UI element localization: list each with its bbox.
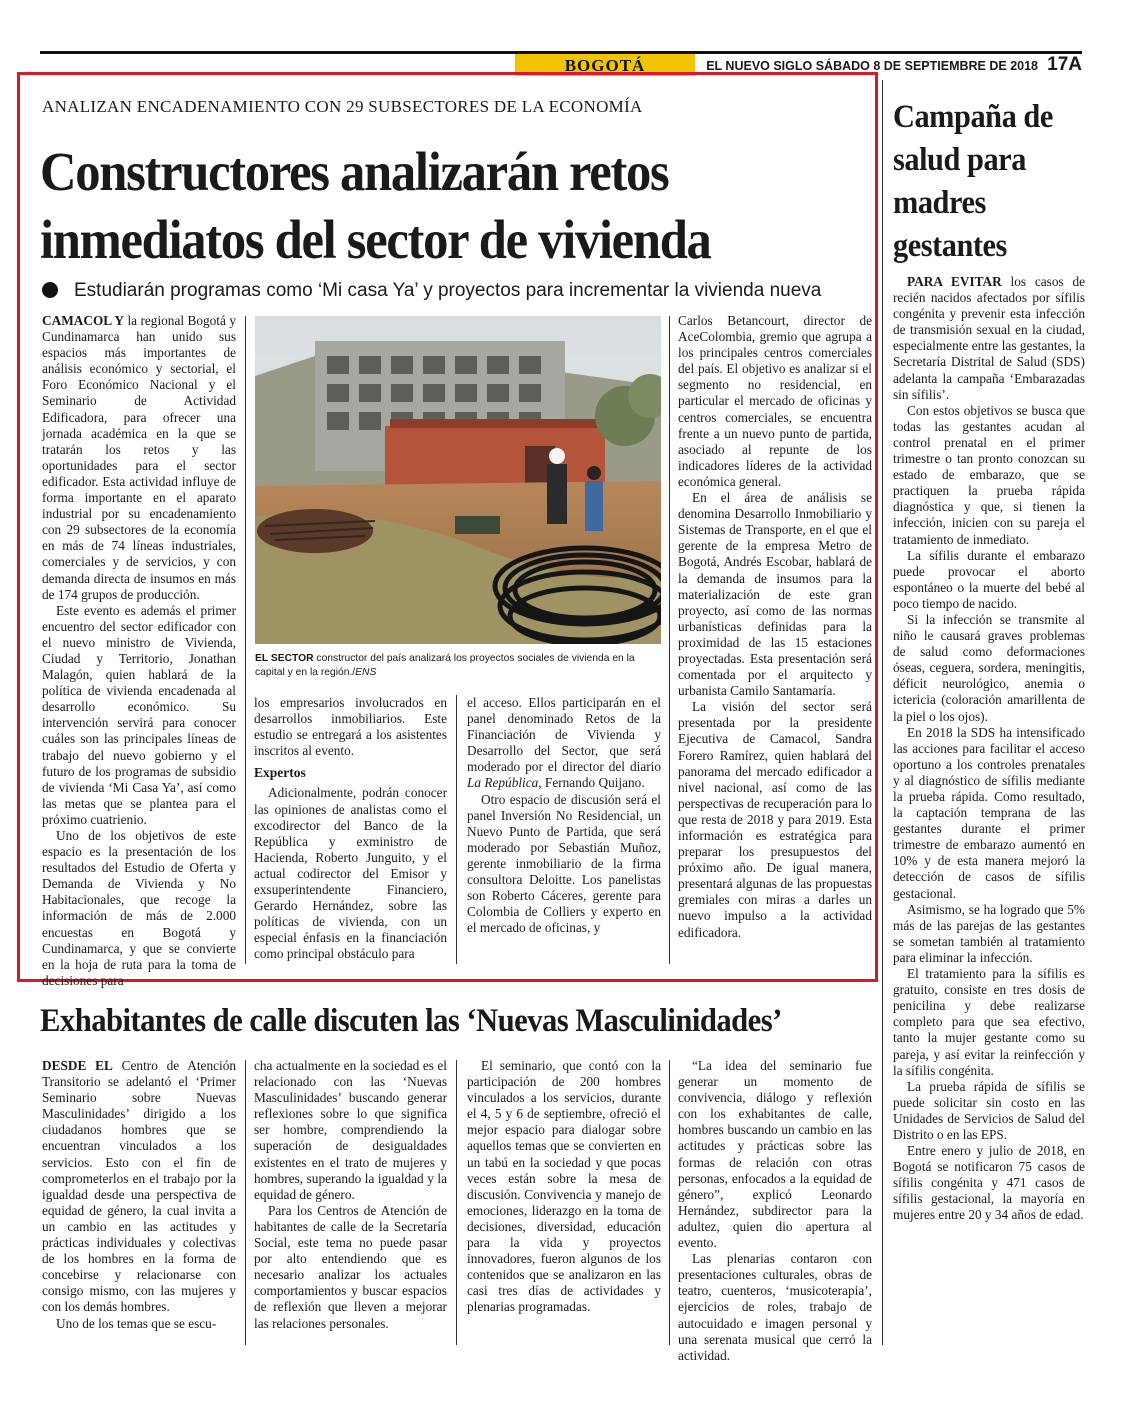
subheadline-text: Estudiarán programas como ‘Mi casa Ya’ y proyectos para incrementar la vivienda nueva (74, 280, 822, 301)
paragraph: la regional Bogotá y Cundinamarca han unido sus espacios más importantes de análisis económico y sectorial, el Foro Económico Nacional y el Seminario de Actividad Edificadora, para ofrecer una jornada académica en la que se tratarán los retos y las oportunidades para el sector edificador. Esta actividad influye de forma importante en el aparato industrial por su encadenamiento con 29 subsectores de la economía en más de 74 líneas industriales, comerciales y de servicios, y con demanda directa de insumos en más de 174 grupos de producción. (42, 313, 236, 602)
paragraph: Centro de Atención Transitorio se adelantó el ‘Primer Seminario sobre Nuevas Masculinidades’ dirigido a los ciudadanos hombres que se encuentran vinculados a los servicios. Esto con el fin de comprometerlos en el trabajo por la igualdad desde una perspectiva de equidad de género, la cual invita a un cambio en las actitudes y prácticas individuales y colectivas de los hombres en la forma de concebirse y relacionarse con consigo mismo, con las mujeres y con los demás hombres. (42, 1058, 236, 1315)
sidebar-column (893, 274, 1085, 1224)
lead-in: PARA EVITAR (907, 274, 1002, 289)
newspaper-name: La República (467, 775, 539, 791)
headline (40, 138, 804, 274)
second-column-3 (467, 1058, 661, 1316)
paragraph: La sífilis durante el embarazo puede provocar el aborto espontáneo o la muerte del bebé al poco tiempo de nacido. (893, 547, 1085, 611)
caption-text: constructor del país analizará los proyectos sociales de vivienda en la capital y en la región./ (255, 653, 635, 678)
paragraph: El seminario, que contó con la participación de 200 hombres vinculados a los servicios, durante el 4, 5 y 6 de septiembre, ofreció el mejor espacio para dialogar sobre aquellos temas que se convierten en un tabú en la sociedad y que pocas veces están sobre la mesa de discusión. Convivencia y manejo de emociones, liderazgo en la toma de decisiones, diversidad, educación para la vida y proyectos innovadores, fueron algunos de los contenidos que se analizaron en las casi tres días de actividades y plenarias programadas. (467, 1058, 661, 1315)
paragraph: Este evento es además el primer encuentro del sector edificador con el nuevo ministro de Vivienda, Ciudad y Territorio, Jonathan Malagón, quien hablará de la política de vivienda encadenada al desarrollo económico. Su intervención servirá para conocer cuáles son las principales líneas de trabajo del nuevo gobierno y el futuro de los programas de subsidio de vivienda ‘Mi Casa Ya’, así como las metas que se plantea para el próximo cuatrienio. (42, 602, 236, 827)
photo-caption (255, 652, 665, 679)
photo-credit: ENS (355, 666, 377, 678)
second-column-1 (42, 1058, 236, 1332)
paragraph: Las plenarias contaron con presentaciones culturales, obras de teatro, cuenteros, ‘musicoterapia’, ejercicios de roles, trabajo de autocuidado e imagen personal y una serenata musical que cerró la actividad. (678, 1251, 872, 1363)
paragraph: Para los Centros de Atención de habitantes de calle de la Secretaría Social, este tema no puede pasar por alto entendiendo que es necesario analizar los actuales comportamientos y buscar espacios de reflexión que lleven a mejorar las relaciones personales. (254, 1202, 447, 1331)
main-column-4 (678, 313, 872, 941)
headline-line-2: inmediatos del sector de vivienda (40, 209, 711, 270)
bullet-icon (42, 282, 58, 298)
second-column-4 (678, 1058, 872, 1364)
section-subtitle: Expertos (254, 765, 306, 781)
sidebar-title: Campaña de salud para madres gestantes (893, 99, 1053, 264)
paragraph: Asimismo, se ha logrado que 5% más de las parejas de las gestantes se sometan también al tratamiento para eliminar la infección. (893, 901, 1085, 965)
column-rule (245, 316, 246, 964)
second-headline: Exhabitantes de calle discuten las ‘Nuevas Masculinidades’ (40, 1003, 782, 1039)
column-rule (456, 1060, 457, 1345)
paragraph: los empresarios involucrados en desarrollos inmobiliarios. Este estudio se entregará a los asistentes inscritos al evento. (254, 695, 447, 759)
subheadline (42, 280, 821, 302)
kicker: ANALIZAN ENCADENAMIENTO CON 29 SUBSECTORES DE LA ECONOMÍA (42, 97, 643, 116)
column-rule (669, 1060, 670, 1345)
paragraph: Si la infección se transmite al niño le causará graves problemas de salud como deformaciones óseas, ceguera, sordera, meningitis, déficit neurológico, anemia o ictericia (coloración amarillenta de la piel o los ojos). (893, 611, 1085, 724)
column-rule (669, 316, 670, 964)
column-rule (456, 695, 457, 964)
main-column-1 (42, 313, 236, 989)
paragraph: “La idea del seminario fue generar un momento de convivencia, diálogo y reflexión con los exhabitantes de calle, hombres buscando un cambio en las actitudes y prácticas sobre las formas de relación con otras personas, enfocados a la equidad de género”, explicó Leonardo Hernández, subdirector para la adultez, quien dio apertura al evento. (678, 1058, 872, 1251)
column-rule (245, 1060, 246, 1345)
construction-photo (255, 316, 661, 644)
paragraph: Adicionalmente, podrán conocer las opiniones de analistas como el excodirector del Banco de la República y exministro de Hacienda, Roberto Junguito, y el actual codirector del Emisor y exsuperintendente Financiero, Gerardo Hernández, sobre las políticas de vivienda, con un especial énfasis en la financiación como principal obstáculo para (254, 785, 447, 962)
paragraph: Con estos objetivos se busca que todas las gestantes acudan al control prenatal en el primer trimestre o tan pronto conozcan su estado de embarazo, que se practiquen la prueba rápida diagnóstica y que, si tienen la infección, inicien con su pareja el tratamiento de inmediato. (893, 402, 1085, 547)
paragraph: En el área de análisis se denomina Desarrollo Inmobiliario y Sistemas de Transporte, en el que el gerente de la empresa Metro de Bogotá, Andrés Escobar, hablará de la demanda de insumos para la materialización de este gran proyecto, así como de las normas urbanísticas definidas para la proximidad de las 15 estaciones proyectadas. Esta presentación será comentada por el arquitecto y urbanista Camilo Santamaría. (678, 490, 872, 699)
paragraph: La visión del sector será presentada por la presidente Ejecutiva de Camacol, Sandra Forero Ramírez, quien hablará del panorama del mercado edificador a nivel nacional, así como de las perspectivas de recuperación para lo que resta de 2018 y para 2019. Esta información es estratégica para preparar los presupuestos del próximo año. De igual manera, presentará algunas de las propuestas gremiales con miras a darles un nuevo impulso a la actividad edificadora. (678, 699, 872, 940)
paragraph: Entre enero y julio de 2018, en Bogotá se notificaron 75 casos de sífilis congénita y 471 casos de sífilis gestacional, la mayoría en mujeres entre 20 y 34 años de edad. (893, 1143, 1085, 1223)
paragraph: cha actualmente en la sociedad es el relacionado con las ‘Nuevas Masculinidades’ buscando generar reflexiones sobre lo que significa ser hombre, comprendiendo la superación de desigualdades existentes en el trato de mujeres y hombres, superando la igualdad y la equidad de género. (254, 1058, 447, 1202)
section-name: BOGOTÁ (515, 54, 695, 76)
headline-line-1: Constructores analizarán retos (40, 141, 669, 202)
caption-lead: EL SECTOR (255, 653, 314, 664)
construction-site-image (255, 316, 661, 644)
second-column-2 (254, 1058, 447, 1332)
sidebar-rule (882, 80, 883, 1345)
paragraph: los casos de recién nacidos afectados por sífilis congénita y prevenir esta infección de transmisión sexual en la ciudad, especialmente entre las gestantes, la Secretaría Distrital de Salud (SDS) adelanta la campaña ‘Embarazadas sin sífilis’. (893, 274, 1085, 402)
paragraph: La prueba rápida de sífilis se puede solicitar sin costo en las Unidades de Servicios de Salud del Distrito o en las EPS. (893, 1078, 1085, 1142)
paragraph: Uno de los objetivos de este espacio es la presentación de los resultados del Estudio de Oferta y Demanda de Vivienda y No Habitacionales, que recoge la información de más de 2.000 encuestas en Bogotá y Cundinamarca, y que se convierte en la hoja de ruta para la toma de decisiones para (42, 828, 236, 988)
paragraph: Uno de los temas que se escu- (56, 1315, 217, 1331)
main-column-2 (254, 695, 447, 963)
lead-in: DESDE EL (42, 1058, 113, 1073)
paragraph: Otro espacio de discusión será el panel Inversión No Residencial, un Nuevo Punto de Partida, que será moderado por Sebastián Muñoz, gerente inmobiliario de la firma consultora Deloitte. Los panelistas son Roberto Cáceres, gerente para Colombia de Colliers y experto en el mercado de oficinas, y (467, 791, 661, 936)
page-number: 17A (1047, 54, 1082, 75)
publication-date: EL NUEVO SIGLO SÁBADO 8 DE SEPTIEMBRE DE 2018 (706, 59, 1038, 73)
paragraph: En 2018 la SDS ha intensificado las acciones para facilitar el acceso oportuno a los controles prenatales y al diagnóstico de sífilis mediante la prueba rápida. Como resultado, la captación temprana de las gestantes durante el primer trimestre de embarazo aumentó en 10% y de esta manera mejoró la detección de casos de sífilis gestacional. (893, 724, 1085, 901)
paragraph-part: , Fernando Quijano. (538, 775, 645, 791)
lead-in: CAMACOL Y (42, 313, 124, 328)
main-column-3 (467, 695, 661, 936)
paragraph: El tratamiento para la sífilis es gratuito, consiste en tres dosis de penicilina y debe realizarse completo para que sea efectivo, tanto la mujer gestante como su pareja, y así evitar la reinfección y la sífilis congénita. (893, 966, 1085, 1078)
paragraph: Carlos Betancourt, director de AceColombia, gremio que agrupa a los principales centros comerciales del país. El objetivo es analizar si el segmento no residencial, en particular el mercado de oficinas y centros comerciales, se encuentra frente a un nuevo punto de partida, asociado al repunte de los indicadores líderes de la actividad económica general. (678, 313, 872, 489)
paragraph-part: el acceso. Ellos participarán en el panel denominado Retos de la Financiación de Vivienda y Desarrollo del Sector, que será moderado por el director del diario (467, 695, 661, 775)
